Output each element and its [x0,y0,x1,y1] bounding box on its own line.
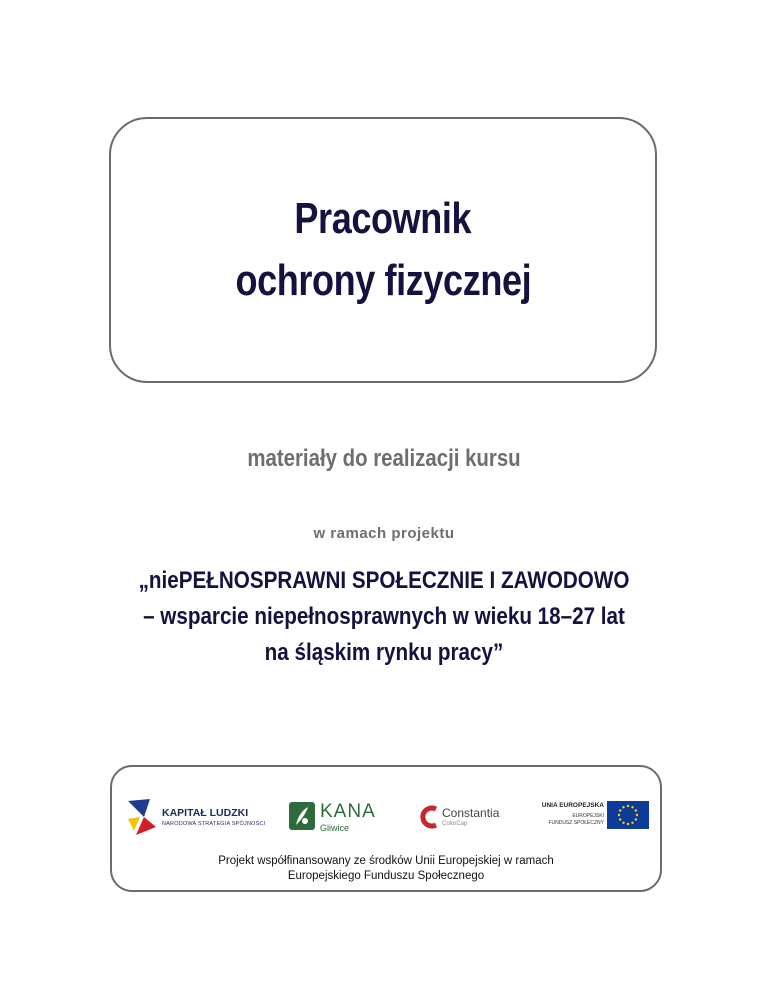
kana-logo [288,795,398,839]
eu-logo [524,795,649,839]
subtitle: materiały do realizacji kursu [247,445,521,472]
project-title-line-1: „niePEŁNOSPRAWNI SPOŁECZNIE I ZAWODOWO [138,567,630,594]
kapital-ludzki-name: KAPITAŁ LUDZKI [162,807,249,819]
project-title [0,563,768,671]
constantia-logo [420,795,520,839]
eu-line-2: EUROPEJSKI [572,813,604,819]
kapital-ludzki-sub: NARODOWA STRATEGIA SPÓJNOŚCI [162,821,266,827]
constantia-name: Constantia [442,806,500,820]
project-label: w ramach projektu [313,525,455,542]
eu-flag-icon [607,801,649,829]
constantia-icon [420,805,440,829]
title-line-2: ochrony fizycznej [235,256,531,305]
kapital-ludzki-logo [126,795,266,839]
eu-line-1: UNIA EUROPEJSKA [541,802,604,809]
constantia-sub: ColorCap [442,821,468,827]
cofinance-line-1: Projekt współfinansowany ze środków Unii Europejskiej w ramach [218,855,554,867]
eu-line-3: FUNDUSZ SPOŁECZNY [548,820,604,826]
sponsor-box [110,765,662,892]
kapital-ludzki-icon [126,797,158,837]
title-line-1: Pracownik [294,194,472,243]
kana-icon [288,801,316,831]
title-box [109,117,657,383]
logo-row [112,795,660,839]
kana-sub: Gliwice [320,823,350,833]
kana-name: KANA [320,801,376,822]
project-title-line-2: – wsparcie niepełnosprawnych w wieku 18–27 lat [143,603,625,630]
project-title-line-3: na śląskim rynku pracy” [264,639,504,666]
cofinance-line-2: Europejskiego Funduszu Społecznego [287,870,485,882]
cofinance-note [112,854,660,884]
